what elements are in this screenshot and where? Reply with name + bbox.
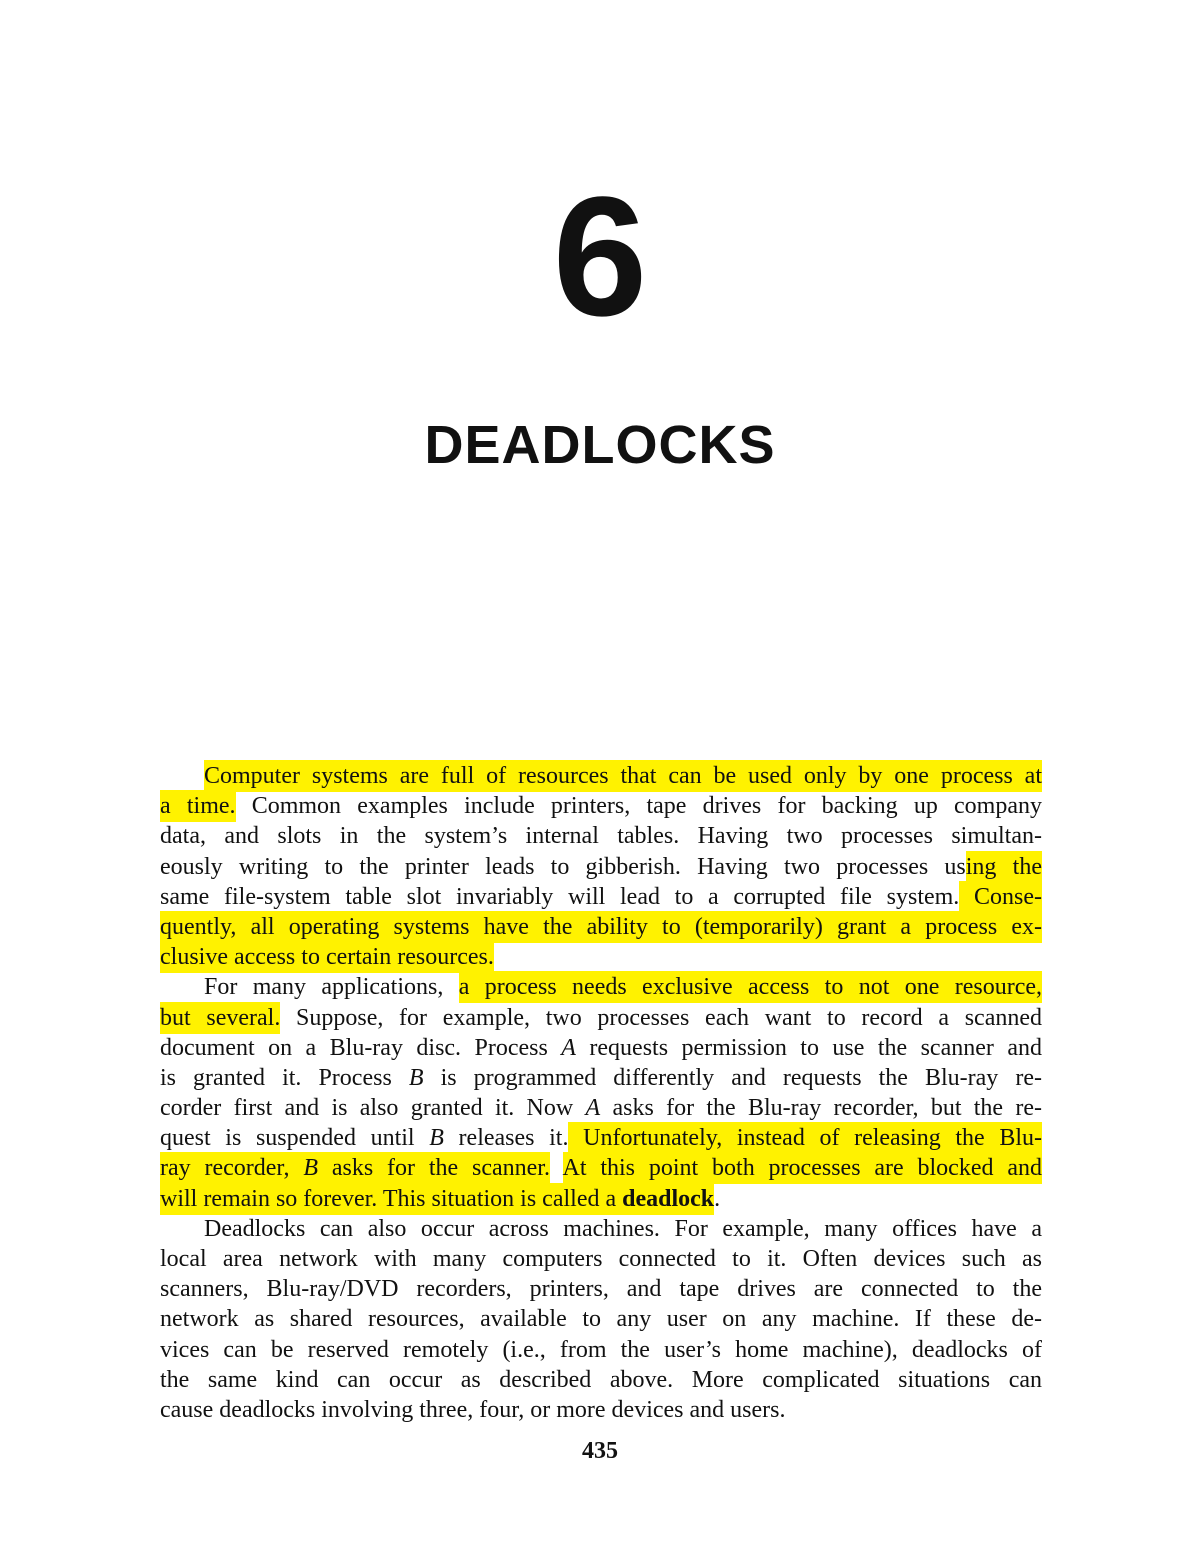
text-segment: quest is suspended until: [160, 1125, 430, 1152]
paragraph: [160, 761, 1042, 972]
page-number: 435: [582, 1438, 618, 1464]
text-segment: cause deadlocks involving three, four, or more devices and users.: [160, 1396, 786, 1423]
paragraph: [160, 972, 1042, 1214]
text-segment: releases it.: [443, 1125, 569, 1152]
highlighted-text: ing the: [965, 853, 1042, 880]
text-segment: local area network with many computers connected to it. Often devices such as: [160, 1246, 1042, 1272]
chapter-title: DEADLOCKS: [424, 415, 776, 475]
text-segment: B: [429, 1125, 444, 1152]
text-segment: Suppose, for example, two processes each want to record a scanned: [280, 1004, 1043, 1031]
text-segment: scanners, Blu-ray/DVD recorders, printers, and tape drives are connected to the: [160, 1276, 1042, 1303]
highlighted-text: Conse-: [959, 883, 1042, 910]
text-segment: [550, 1155, 563, 1181]
text-segment: eously writing to the printer leads to gibberish. Having two processes us: [160, 853, 966, 880]
text-segment: A: [585, 1095, 601, 1122]
text-line: [160, 1365, 1042, 1395]
text-segment: Common examples include printers, tape drives for backing up company: [235, 793, 1043, 820]
highlighted-text: Unfortunately, instead of releasing the Blu-: [568, 1125, 1042, 1152]
text-line: [160, 1033, 1042, 1063]
text-line: [160, 852, 1042, 882]
paragraph: [160, 1214, 1042, 1425]
text-line: [160, 1093, 1042, 1123]
text-segment: is granted it. Process: [160, 1064, 409, 1091]
text-line: [160, 761, 1042, 791]
highlighted-text: At this point both processes are blocked and: [562, 1155, 1042, 1182]
highlighted-text: quently, all operating systems have the ability to (temporarily) grant a process ex-: [160, 913, 1042, 940]
chapter-number: 6: [552, 162, 648, 352]
body-text: [160, 761, 1042, 1425]
text-segment: .: [714, 1185, 721, 1212]
text-segment: corder first and is also granted it. Now: [160, 1095, 586, 1122]
text-segment: network as shared resources, available to any user on any machine. If these de-: [160, 1306, 1042, 1333]
text-segment: A: [561, 1034, 576, 1061]
highlighted-text: a time.: [160, 793, 236, 820]
text-segment: For many applications,: [204, 974, 459, 1001]
text-line: [160, 1063, 1042, 1093]
text-line: [160, 1274, 1042, 1304]
text-segment: vices can be reserved remotely (i.e., from the user’s home machine), deadlocks of: [160, 1336, 1042, 1363]
text-segment: requests permission to use the scanner and: [575, 1034, 1042, 1061]
text-line: [160, 1304, 1042, 1334]
text-line: [160, 1395, 1042, 1425]
text-line: [160, 1214, 1042, 1244]
highlighted-text: ray recorder,: [160, 1155, 304, 1182]
text-line: [160, 1184, 1042, 1214]
text-segment: Deadlocks can also occur across machines. For example, many offices have a: [204, 1215, 1042, 1242]
highlighted-text: but several.: [160, 1004, 281, 1031]
text-line: [160, 972, 1042, 1002]
text-line: [160, 1335, 1042, 1365]
highlighted-text: asks for the scanner.: [317, 1155, 550, 1182]
text-segment: data, and slots in the system’s internal tables. Having two processes simultan-: [160, 823, 1042, 850]
text-line: [160, 912, 1042, 942]
text-segment: asks for the Blu-ray recorder, but the re-: [600, 1095, 1043, 1122]
text-line: [160, 1244, 1042, 1274]
highlighted-text: deadlock: [622, 1185, 715, 1212]
text-line: [160, 1003, 1042, 1033]
text-line: [160, 791, 1042, 821]
highlighted-text: clusive access to certain resources.: [160, 944, 494, 971]
text-line: [160, 942, 1042, 972]
text-segment: B: [408, 1064, 424, 1091]
text-segment: document on a Blu-ray disc. Process: [160, 1034, 562, 1061]
text-line: [160, 1153, 1042, 1183]
highlighted-text: B: [303, 1155, 318, 1182]
text-segment: same file-system table slot invariably will lead to a corrupted file system.: [160, 883, 960, 910]
text-line: [160, 1123, 1042, 1153]
highlighted-text: will remain so forever. This situation is called a: [160, 1185, 623, 1212]
highlighted-text: Computer systems are full of resources that can be used only by one process at: [204, 763, 1042, 789]
text-line: [160, 821, 1042, 851]
highlighted-text: a process needs exclusive access to not one resource,: [458, 974, 1042, 1001]
text-segment: the same kind can occur as described above. More complicated situations can: [160, 1366, 1042, 1393]
text-line: [160, 882, 1042, 912]
text-segment: is programmed differently and requests the Blu-ray re-: [423, 1064, 1042, 1091]
